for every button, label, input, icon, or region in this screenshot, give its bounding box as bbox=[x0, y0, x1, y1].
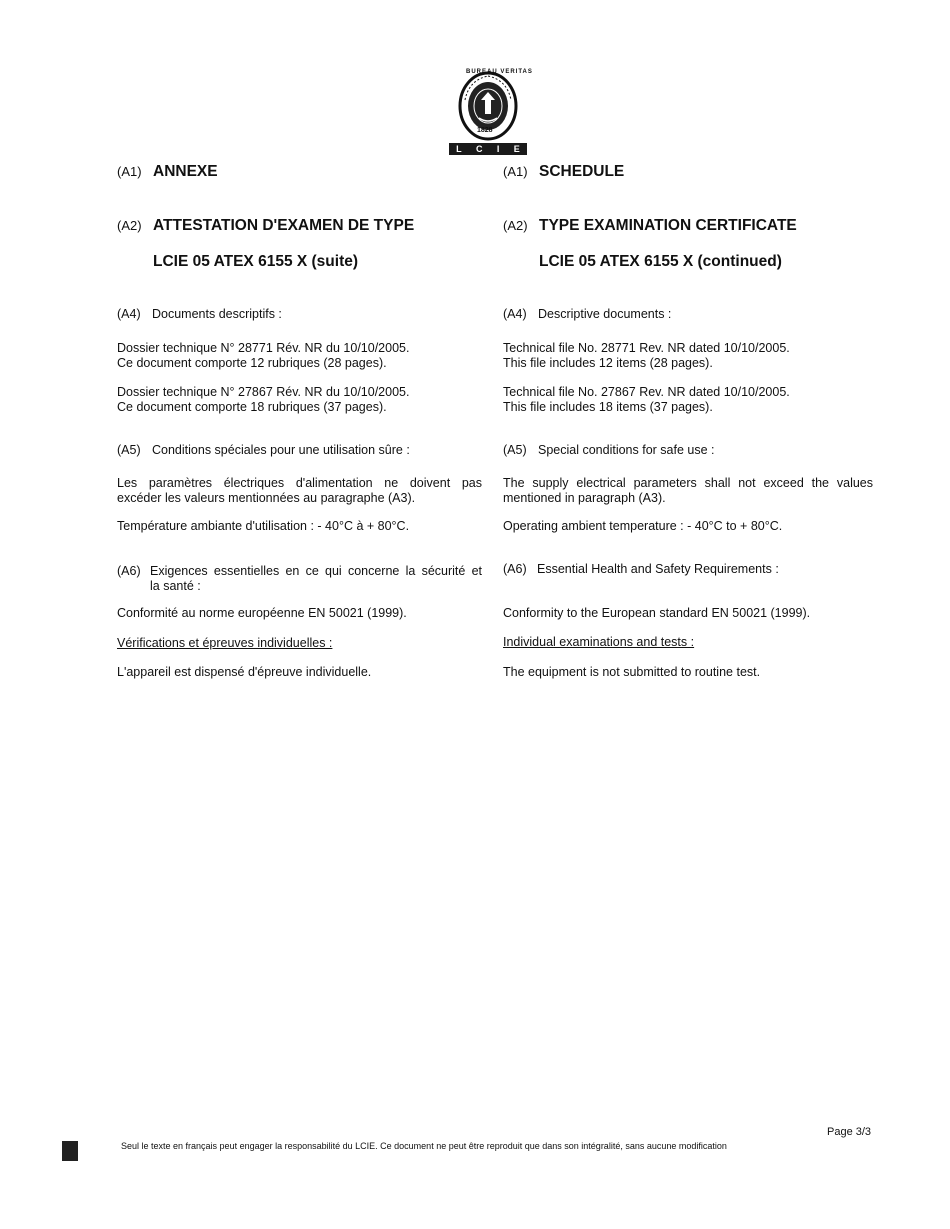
left-cert-number: LCIE 05 ATEX 6155 X (suite) bbox=[153, 253, 359, 270]
footer-notice: Seul le texte en français peut engager la responsabilité du LCIE. Ce document ne peut être reproduit que dans son intégralité, sans aucune modification bbox=[121, 1141, 727, 1151]
left-verif-heading: Vérifications et épreuves individuelles : bbox=[117, 636, 333, 650]
right-verif-text: The equipment is not submitted to routine test. bbox=[503, 665, 761, 679]
right-a1-code: (A1) bbox=[503, 164, 528, 179]
left-doc2-line2: Ce document comporte 18 rubriques (37 pages). bbox=[117, 400, 387, 414]
left-a4-title: Documents descriptifs : bbox=[152, 307, 282, 321]
left-a6-title bbox=[150, 564, 482, 594]
left-a1-code: (A1) bbox=[117, 164, 142, 179]
left-a5-paragraph bbox=[117, 476, 482, 506]
right-a2-code: (A2) bbox=[503, 218, 528, 233]
right-doc2-line1: Technical file No. 27867 Rev. NR dated 10/10/2005. bbox=[503, 385, 790, 399]
right-doc2-line2: This file includes 18 items (37 pages). bbox=[503, 400, 713, 414]
right-verif-heading: Individual examinations and tests : bbox=[503, 635, 695, 649]
left-conformity: Conformité au norme européenne EN 50021 (1999). bbox=[117, 606, 407, 620]
left-a5-temperature: Température ambiante d'utilisation : - 40°C à + 80°C. bbox=[117, 519, 410, 533]
seal-ring-text: BUREAU VERITAS bbox=[466, 69, 533, 75]
left-a6-title-line1: Exigences essentielles en ce qui concerne la sécurité et bbox=[150, 564, 482, 578]
right-a6-title: Essential Health and Safety Requirements : bbox=[537, 562, 779, 576]
footer-mark-icon bbox=[62, 1141, 78, 1161]
left-a5-p1-line1: Les paramètres électriques d'alimentation ne doivent pas bbox=[117, 476, 482, 490]
logo-letter-i: I bbox=[496, 144, 500, 154]
left-doc1-line1: Dossier technique N° 28771 Rév. NR du 10/10/2005. bbox=[117, 341, 410, 355]
logo-letter-e: E bbox=[513, 144, 520, 154]
page-number: Page 3/3 bbox=[827, 1126, 872, 1138]
left-verif-text: L'appareil est dispensé d'épreuve individuelle. bbox=[117, 665, 372, 679]
right-a5-code: (A5) bbox=[503, 443, 527, 457]
left-doc2-line1: Dossier technique N° 27867 Rév. NR du 10/10/2005. bbox=[117, 385, 410, 399]
left-a6-code: (A6) bbox=[117, 564, 141, 578]
seal-year: 1828 bbox=[477, 127, 493, 134]
right-a1-title: SCHEDULE bbox=[539, 163, 625, 180]
right-cert-number: LCIE 05 ATEX 6155 X (continued) bbox=[539, 253, 782, 270]
right-doc1 bbox=[503, 341, 790, 371]
right-doc2 bbox=[503, 385, 790, 415]
left-a6-title-line2: la santé : bbox=[150, 579, 201, 593]
left-doc2 bbox=[117, 385, 409, 415]
logo-letter-l: L bbox=[456, 144, 462, 154]
lcie-letter-bar bbox=[449, 143, 527, 155]
left-doc1 bbox=[117, 341, 409, 371]
right-conformity: Conformity to the European standard EN 50021 (1999). bbox=[503, 606, 811, 620]
left-a2-title: ATTESTATION D'EXAMEN DE TYPE bbox=[153, 217, 415, 234]
right-a4-code: (A4) bbox=[503, 307, 527, 321]
left-a2-code: (A2) bbox=[117, 218, 142, 233]
logo-letter-c: C bbox=[476, 144, 483, 154]
right-a2-title: TYPE EXAMINATION CERTIFICATE bbox=[539, 217, 797, 234]
left-a1-title: ANNEXE bbox=[153, 163, 218, 180]
left-a5-p1-line2: excéder les valeurs mentionnées au paragraphe (A3). bbox=[117, 491, 416, 505]
left-a4-code: (A4) bbox=[117, 307, 141, 321]
right-a5-p1-line1: The supply electrical parameters shall not exceed the values bbox=[503, 476, 873, 490]
right-a5-title: Special conditions for safe use : bbox=[538, 443, 715, 457]
left-a5-title: Conditions spéciales pour une utilisation sûre : bbox=[152, 443, 410, 457]
left-doc1-line2: Ce document comporte 12 rubriques (28 pages). bbox=[117, 356, 387, 370]
right-a5-paragraph bbox=[503, 476, 873, 506]
right-a5-p1-line2: mentioned in paragraph (A3). bbox=[503, 491, 666, 505]
right-a5-temperature: Operating ambient temperature : - 40°C to + 80°C. bbox=[503, 519, 783, 533]
right-doc1-line2: This file includes 12 items (28 pages). bbox=[503, 356, 713, 370]
right-a4-title: Descriptive documents : bbox=[538, 307, 672, 321]
right-a6-code: (A6) bbox=[503, 562, 527, 576]
left-a5-code: (A5) bbox=[117, 443, 141, 457]
right-doc1-line1: Technical file No. 28771 Rev. NR dated 10/10/2005. bbox=[503, 341, 790, 355]
